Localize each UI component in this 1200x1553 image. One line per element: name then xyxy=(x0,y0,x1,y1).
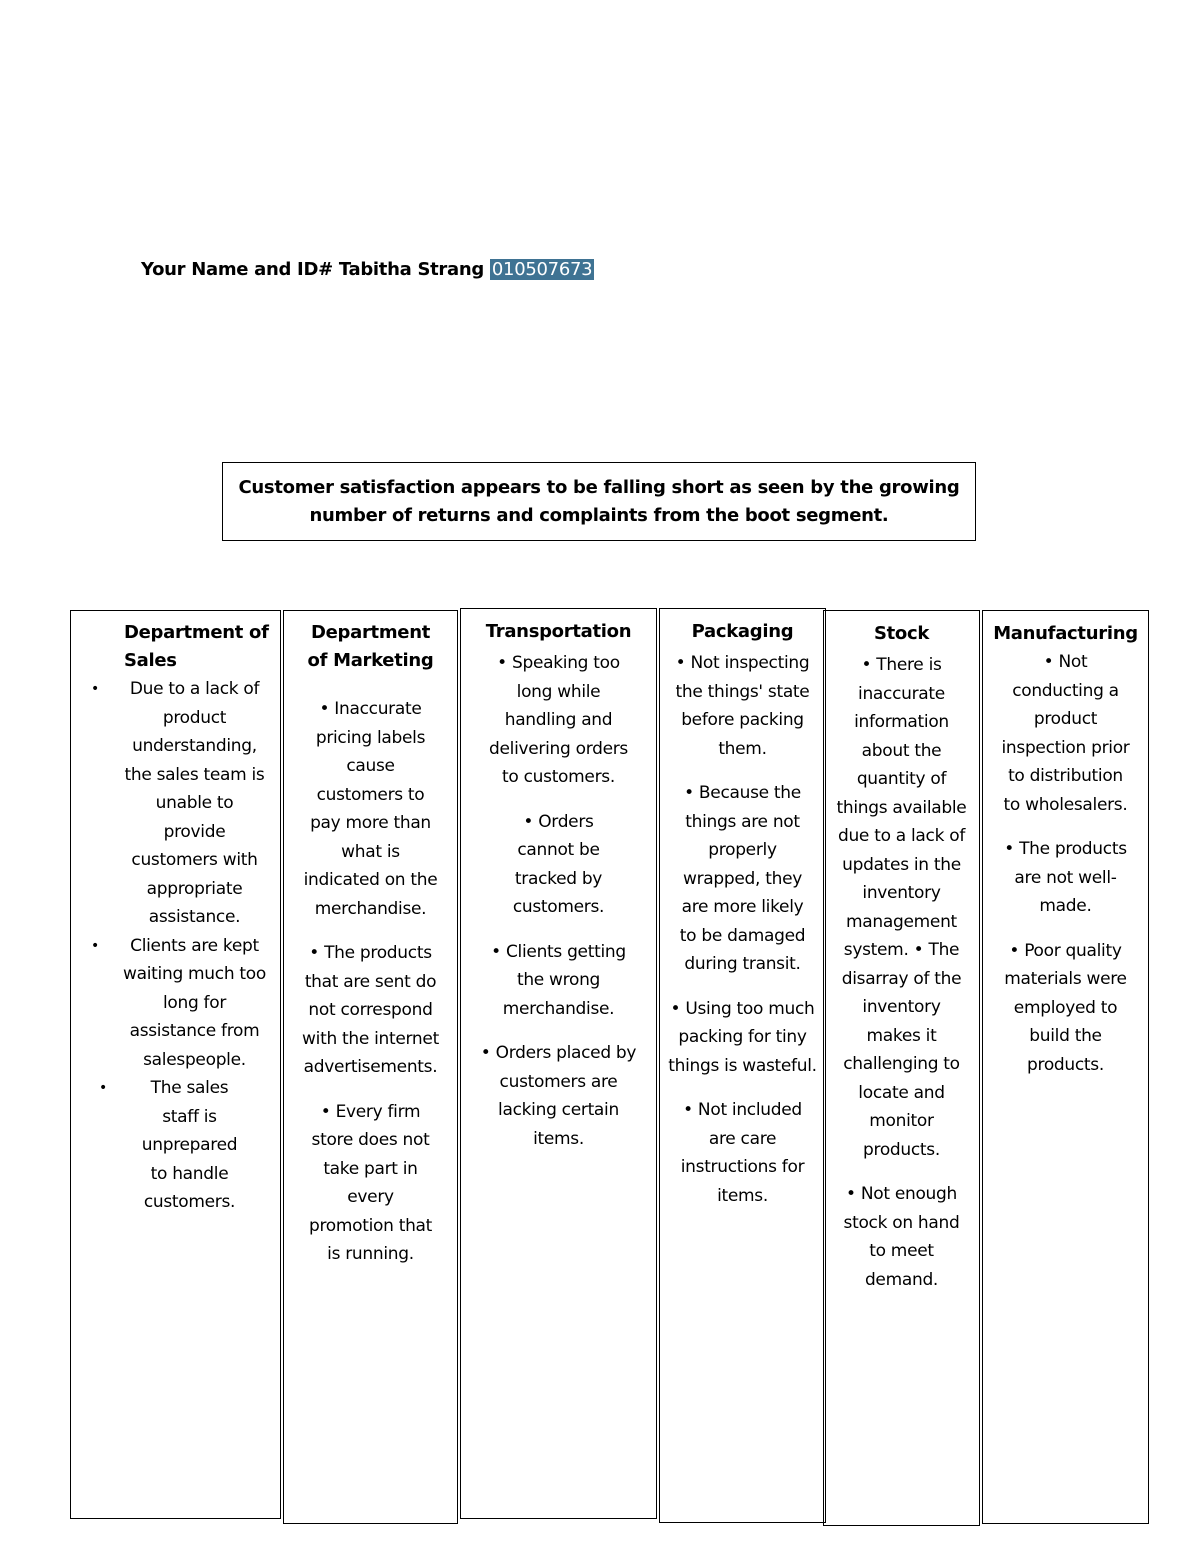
list-item: • Not conducting a product inspection prior to distribution to wholesalers. xyxy=(1001,652,1130,815)
list-item: • Not enough stock on hand to meet demand. xyxy=(843,1184,960,1290)
list-item: • Every firm store does not take part in every promotion that is running. xyxy=(308,1101,433,1264)
list-item: • Orders placed by customers are lacking certain items. xyxy=(480,1043,637,1149)
list-item: • Speaking too long while handling and delivering orders to customers. xyxy=(489,653,628,787)
id-number-highlighted[interactable]: 010507673 xyxy=(491,259,593,280)
name-label: Your Name and ID# Tabitha Strang xyxy=(141,259,484,280)
column-transportation xyxy=(460,608,657,1519)
list-item: • The products are not well-made. xyxy=(1004,839,1127,916)
list-item: • Orders cannot be tracked by customers. xyxy=(512,811,605,917)
bullet-icon: • xyxy=(91,937,99,954)
column-title-stock: Stock xyxy=(873,623,930,644)
column-title-transportation: Transportation xyxy=(485,621,632,642)
column-manufacturing xyxy=(982,610,1149,1524)
packaging-items xyxy=(660,649,825,1210)
problem-statement-text: Customer satisfaction appears to be falling short as seen by the growing number of returns and complaints from the boot segment. xyxy=(238,476,960,526)
name-and-id-line xyxy=(141,257,594,283)
transportation-items xyxy=(461,649,656,1153)
bullet-icon: • xyxy=(91,681,99,697)
list-item: • Clients are kept waiting much too long for assistance from salespeople. xyxy=(71,932,280,1075)
column-stock xyxy=(823,610,980,1526)
column-title-manufacturing: Manufacturing xyxy=(993,623,1138,644)
list-item: • The sales staff is unprepared to handle customers. xyxy=(71,1074,280,1217)
column-title-packaging: Packaging xyxy=(691,621,794,642)
list-item: • Poor quality materials were employed to build the products. xyxy=(1004,940,1127,1075)
column-sales xyxy=(70,610,281,1519)
list-item: • Due to a lack of product understanding, the sales team is unable to provide customers with appropriate assistance. xyxy=(71,675,280,932)
column-marketing xyxy=(283,610,458,1524)
list-item: • The products that are sent do not correspond with the internet advertisements. xyxy=(302,943,439,1077)
problem-statement-box xyxy=(222,462,976,541)
list-item: • Not included are care instructions for items. xyxy=(680,1100,805,1206)
list-item: • There is inaccurate information about the quantity of things available due to a lack of updates in the inventory management system. • The disarray of the inventory makes it challenging to locate and monitor products. xyxy=(836,655,967,1160)
list-item: • Not inspecting the things' state before packing them. xyxy=(675,653,810,759)
marketing-items xyxy=(284,695,457,1269)
sales-bullet-list xyxy=(71,675,280,1217)
column-packaging xyxy=(659,608,826,1523)
bullet-icon: • xyxy=(99,1080,107,1096)
list-item: • Because the things are not properly wrapped, they are more likely to be damaged during transit. xyxy=(679,783,806,974)
list-item: • Using too much packing for tiny things is wasteful. xyxy=(668,998,817,1076)
stock-items xyxy=(824,651,979,1294)
column-title-marketing: Department of Marketing xyxy=(307,622,434,671)
column-title-sales: Department of Sales xyxy=(124,622,269,671)
list-item: • Inaccurate pricing labels cause customers to pay more than what is indicated on the merchandise. xyxy=(303,699,438,919)
manufacturing-items xyxy=(983,648,1148,1079)
list-item: • Clients getting the wrong merchandise. xyxy=(491,941,626,1019)
